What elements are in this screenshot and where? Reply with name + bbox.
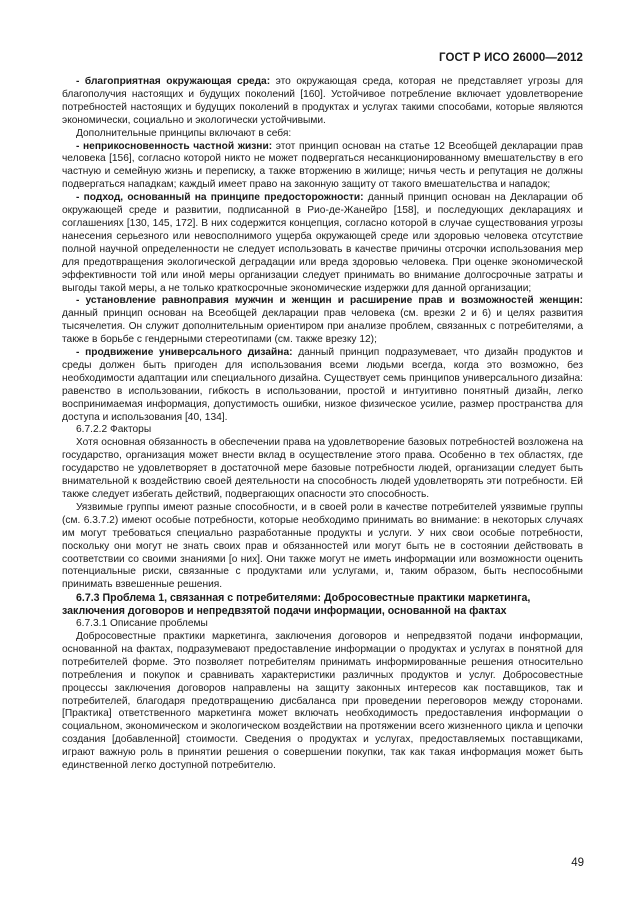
- subsection-factors: 6.7.2.2 Факторы: [76, 424, 152, 436]
- page-body: [62, 76, 583, 773]
- term-healthy-environment: - благоприятная окружающая среда:: [76, 76, 271, 87]
- paragraph-fair-marketing: Добросовестные практики маркетинга, заключения договоров и непредвзятой подачи информации, основанной на фактах, подразумевают предоставление информации о продуктах и услугах в понятной для потребителей форме. Это позволяет потребителям принимать информированные решения относительно потребления и покупок и сравнивать характеристики различных продуктов и услуг. Добросовестные процессы заключения договоров направлены на защиту законных интересов как поставщиков, так и потребителей, благодаря предотвращению дисбаланса при проведении переговоров между сторонами. [Практика] ответственного маркетинга может включать необходимость предоставления информации о социальном, экономическом и экологическом воздействии на протяжении всего жизненного цикла и цепочки создания [добавленной] стоимости. Сведения о продуктах и услугах, предоставляемых поставщиками, играют важную роль в принятии решения о совершении покупки, так как такая информация может быть единственной легко доступной потребителю.: [62, 630, 583, 772]
- paragraph-vulnerable-groups: Уязвимые группы имеют разные способности, и в своей роли в качестве потребителей уязвимые группы (см. 6.3.7.2) имеют особые потребности, которые необходимо принимать во внимание: в некоторых случаях им могут требоваться специально разработанные продукты и услуги. У них свои особые потребности, поскольку они могут не знать своих прав и обязанностей или могут быть не в состоянии действовать в соответствии со своими знаниями [о них]. Они также могут не иметь информации или возможности оценить потенциальные риски, связанные с продуктами или услугами, и, таким образом, быть неспособными принимать взвешенные решения.: [62, 501, 583, 591]
- paragraph-additional-principles: Дополнительные принципы включают в себя:: [76, 127, 292, 139]
- paragraph-universal-design: [62, 347, 583, 424]
- page-number: 49: [571, 857, 584, 869]
- text-precaution: данный принцип основан на Декларации об окружающей среде и развитии, подписанной в Рио-де-Жанейро [158], и последующих декларациях и соглашениях [130, 145, 172]. В них содержится концепция, согласно которой в случае существования угрозы нанесения серьезного или невосполнимого ущерба окружающей среде или здоровью человека отсутствие полной научной определенности не следует использовать в качестве причины отсрочки использования мер для предотвращения экологической деградации или вреда здоровью человека. При оценке экономической эффективности той или иной меры организации следует принимать во внимание долгосрочные затраты и выгоды такой меры, а не только краткосрочные экономические издержки для данной организации;: [62, 192, 583, 294]
- paragraph-privacy: [62, 141, 583, 193]
- document-header: ГОСТ Р ИСО 26000—2012: [438, 52, 583, 64]
- paragraph-healthy-environment: [62, 76, 583, 128]
- text-privacy: этот принцип основан на статье 12 Всеобщей декларации прав человека [156], согласно которой никто не может подвергаться несанкционированному вмешательству в его частную и семейную жизнь и переписку, а также вторжению в жилище; ничья честь и репутация не должны подвергаться нападкам; каждый имеет право на законную защиту от такого вмешательства и нападок;: [62, 140, 583, 191]
- term-privacy: - неприкосновенность частной жизни:: [76, 140, 273, 152]
- text-healthy-environment: это окружающая среда, которая не представляет угрозы для благополучия настоящих и будущих поколений [160]. Устойчивое потребление включает удовлетворение потребностей настоящих и будущих поколений в продуктах и услугах такими способами, которые являются экономически, социально и экологически устойчивыми.: [62, 76, 583, 126]
- term-universal-design: - продвижение универсального дизайна:: [76, 347, 293, 359]
- paragraph-gender-equality: [62, 295, 583, 347]
- paragraph-precaution: [62, 192, 583, 295]
- section-heading: 6.7.3 Проблема 1, связанная с потребителями: Добросовестные практики маркетинга, заключения договоров и непредвзятой подачи информации, основанной на фактах: [62, 592, 531, 618]
- term-gender-equality: - установление равноправия мужчин и женщин и расширение прав и возможностей женщин:: [76, 295, 583, 307]
- text-gender-equality: данный принцип основан на Всеобщей декларации прав человека (см. врезки 2 и 6) и целях развития тысячелетия. Он служит дополнительным ориентиром при анализе проблем, связанных с потребителями, а также в борьбе с гендерными стереотипами (см. также врезку 12);: [62, 308, 583, 346]
- subsection-problem-description: 6.7.3.1 Описание проблемы: [76, 618, 208, 630]
- term-precaution: - подход, основанный на принципе предосторожности:: [76, 192, 364, 204]
- paragraph-state-obligation: Хотя основная обязанность в обеспечении права на удовлетворение базовых потребностей возложена на государство, организация может внести вклад в осуществление этого права. Особенно в тех областях, где государство не удовлетворяет в достаточной мере базовые потребности людей, организации следует быть внимательной к воздействию своей деятельности на способность людей удовлетворять эти потребности. Ей также следует избегать действий, подвергающих опасности это способность.: [62, 437, 583, 500]
- text-universal-design: данный принцип подразумевает, что дизайн продуктов и среды должен быть пригоден для использования всеми людьми всегда, когда это возможно, без необходимости адаптации или специального дизайна. Существует семь принципов универсального дизайна: равенство в использовании, гибкость в использовании, простой и интуитивно понятный дизайн, легко воспринимаемая информация, допустимость ошибки, низкое физическое усилие, размер пространства для доступа и использования [40, 134].: [62, 347, 583, 423]
